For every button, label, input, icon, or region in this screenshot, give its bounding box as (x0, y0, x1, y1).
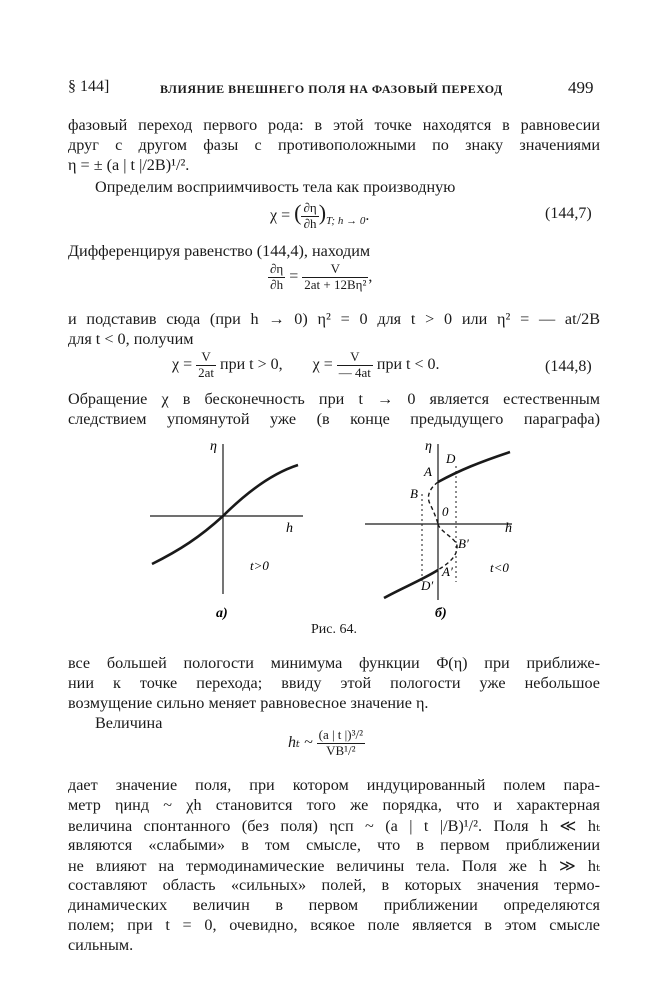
text-line: нии к точке перехода; ввиду этой пологости уже небольшое (68, 674, 600, 692)
equation-144-8: χ = $\frac{V}{2at}$ при t > 0, χ = $\frac{V}{— 4at}$ при t < 0. (172, 349, 440, 380)
condition-label: t<0 (490, 560, 509, 575)
axis-label-eta: η (425, 439, 432, 454)
text-line: возмущение сильно меняет равновесное значение η. (68, 694, 429, 712)
text-line: Дифференцируя равенство (144,4), находим (68, 242, 371, 260)
figure-64 (140, 432, 540, 622)
text-line: следствием упомянутой уже (в конце предыдущего параграфа) (68, 410, 600, 428)
text-line: Определим восприимчивость тела как производную (95, 178, 456, 196)
text-line: друг с другом фазы с противоположными по знаку значениями (68, 136, 600, 154)
text-line: и подставив сюда (при h → 0) η² = 0 для t > 0 или η² = — at/2B (68, 310, 600, 328)
equation-number: (144,8) (545, 358, 592, 375)
text-line: для t < 0, получим (68, 330, 194, 348)
text-line: не влияют на термодинамические величины тела. Поля же h ≫ hₜ (68, 857, 600, 875)
text-line: полем; при t = 0, очевидно, всякое поле является в этом смысле (68, 916, 600, 934)
text-line: динамических величин в первом приближении определяются (68, 896, 600, 914)
figure-caption: Рис. 64. (311, 622, 357, 637)
condition-label: t>0 (250, 558, 269, 573)
text-line: Величина (95, 714, 163, 732)
axis-label-h: h (286, 521, 293, 536)
axis-label-h: h (505, 521, 512, 536)
panel-label: а) (216, 606, 228, 621)
text-line: являются «слабыми» в том смысле, что в первом приближении (68, 836, 600, 854)
point-label-B-prime: B′ (458, 536, 469, 551)
point-label-A: A (424, 464, 432, 479)
text-line: Обращение χ в бесконечность при t → 0 является естественным (68, 390, 600, 408)
text-line: сильным. (68, 936, 134, 954)
running-title: ВЛИЯНИЕ ВНЕШНЕГО ПОЛЯ НА ФАЗОВЫЙ ПЕРЕХОД (160, 82, 503, 96)
metastable-branch-upper (428, 482, 438, 524)
panel-label: б) (435, 606, 447, 621)
point-label-0: 0 (442, 504, 449, 519)
equation-ht: hₜ ~ $\frac{\text{(a | t |)³/²}}{\text{VB¹/²}}$ (288, 727, 364, 758)
page-number: 499 (568, 78, 594, 97)
equation-derivative: $\frac{\partial\eta}{\partial h}$ = $\frac{V}{\text{2at + 12Bη²}}$ , (270, 261, 373, 292)
figure-panel-b (365, 439, 512, 621)
eta-curve (152, 465, 298, 564)
point-label-B: B (410, 486, 418, 501)
point-label-D-prime: D′ (421, 578, 434, 593)
equation-144-7: χ = ( $\frac{\partial\eta}{\partial h}$ )$_{T; h \to 0}$. (270, 199, 370, 231)
point-label-A-prime: A′ (442, 564, 453, 579)
text-line: составляют область «сильных» полей, в которых значения термо- (68, 876, 600, 894)
text-line: фазовый переход первого рода: в этой точке находятся в равновесии (68, 116, 600, 134)
axis-label-eta: η (210, 439, 217, 454)
text-line: метр ηинд ~ χh становится того же порядка, что и характерная (68, 796, 600, 814)
text-line: величина спонтанного (без поля) ηсп ~ (a | t |/B)¹/². Поля h ≪ hₜ (68, 817, 600, 835)
text-line: дает значение поля, при котором индуцированный полем пара- (68, 776, 600, 794)
figure-panel-a (150, 439, 303, 621)
equation-number: (144,7) (545, 205, 592, 222)
text-line: η = ± (a | t |/2B)¹/². (68, 156, 190, 174)
section-number: § 144] (68, 78, 110, 95)
text-line: все большей пологости минимума функции Φ(η) при приближе- (68, 654, 600, 672)
point-label-D: D (446, 451, 456, 466)
